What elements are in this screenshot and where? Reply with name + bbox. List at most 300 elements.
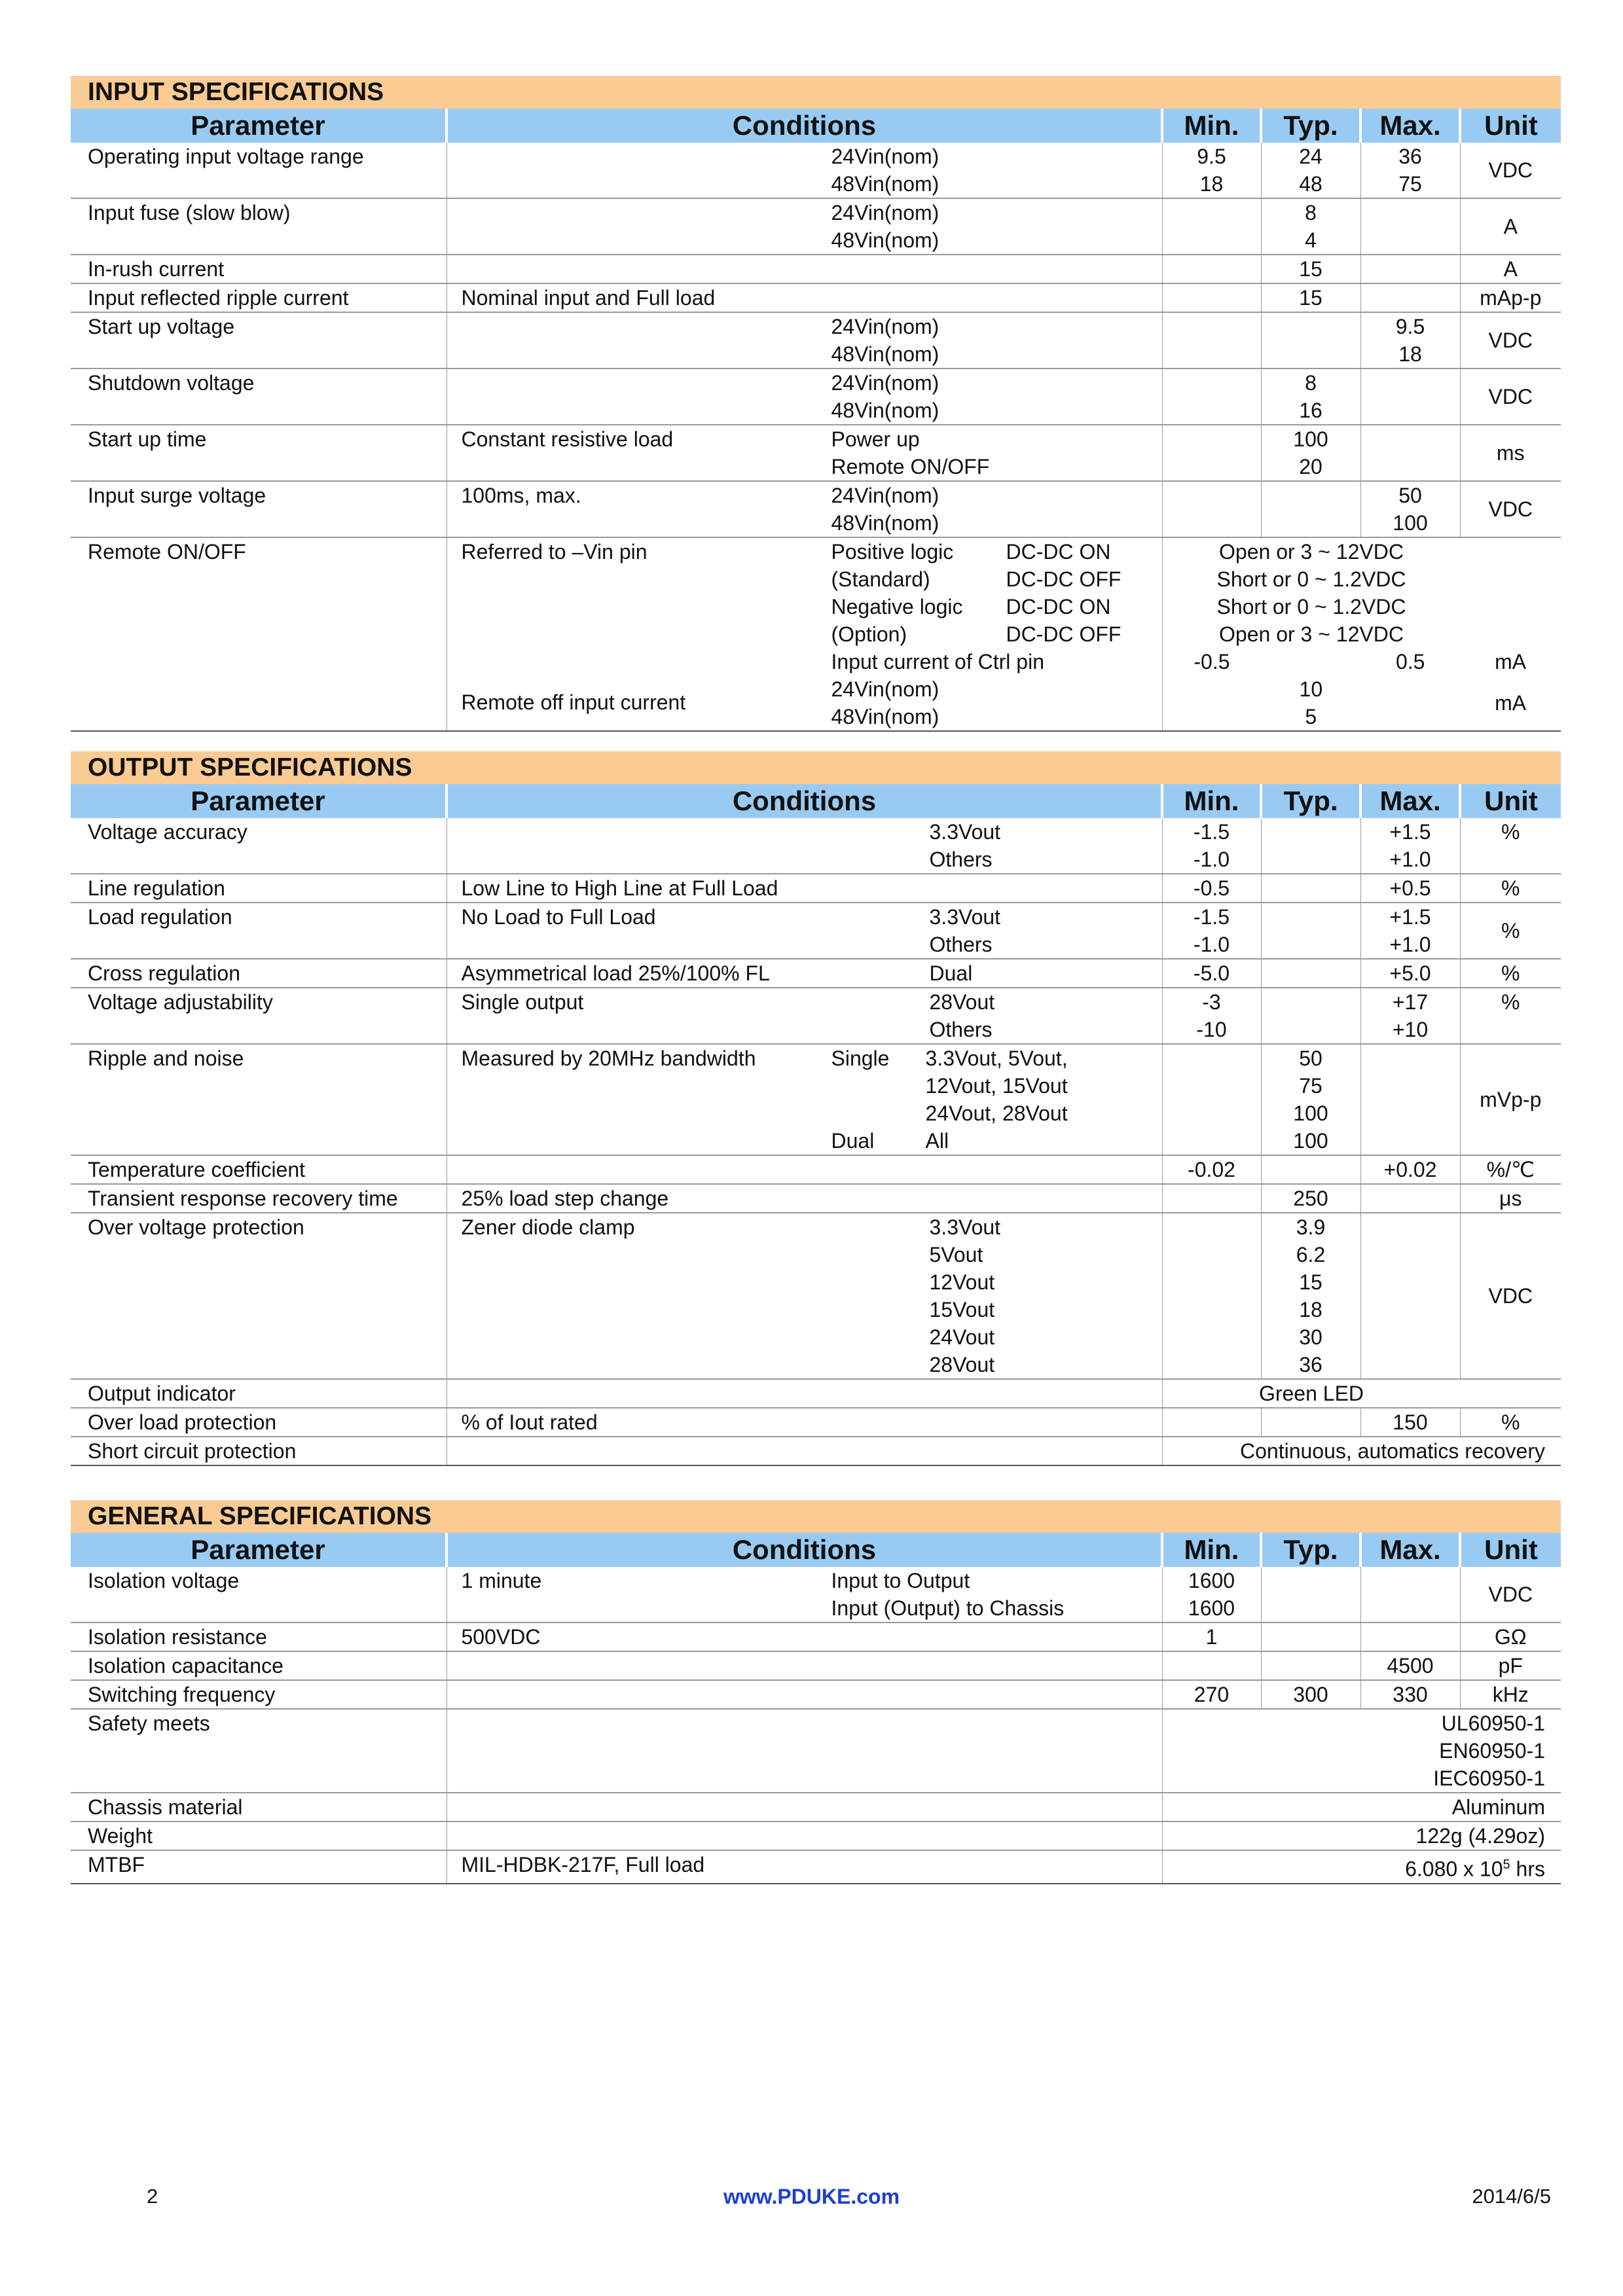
value: +17 xyxy=(1392,990,1429,1014)
conditions-cell xyxy=(447,1213,1162,1379)
value: 18 xyxy=(1398,342,1422,366)
max-cell xyxy=(1360,425,1460,481)
value: Short or 0 ~ 1.2VDC xyxy=(1216,595,1406,619)
value: 36 xyxy=(1299,1353,1322,1376)
value: +10 xyxy=(1392,1018,1429,1041)
conditions-cell xyxy=(447,368,1162,425)
table-row xyxy=(71,988,1561,1044)
table-row xyxy=(71,537,1561,731)
unit-cell: % xyxy=(1460,903,1561,959)
table-row xyxy=(71,368,1561,425)
unit-cell: VDC xyxy=(1460,312,1561,368)
general-spec-table xyxy=(71,1533,1561,1884)
header-row xyxy=(71,1533,1561,1567)
min-cell xyxy=(1162,481,1261,537)
param-cell: Start up voltage xyxy=(71,312,447,368)
table-row xyxy=(71,1184,1561,1213)
typ-cell: 15 xyxy=(1261,255,1360,283)
value-cell: Continuous, automatics recovery xyxy=(1162,1437,1561,1465)
unit-cell: VDC xyxy=(1460,1567,1561,1623)
param-cell: Short circuit protection xyxy=(71,1437,447,1465)
param-cell: Operating input voltage range xyxy=(71,143,447,198)
cond-text: Constant resistive load xyxy=(461,427,674,451)
param-cell: Input reflected ripple current xyxy=(71,283,447,312)
value: 75 xyxy=(1299,1074,1322,1098)
max-cell xyxy=(1360,1623,1460,1651)
cond-line: Others xyxy=(929,1018,993,1041)
typ-cell xyxy=(1261,1044,1360,1155)
unit-cell: GΩ xyxy=(1460,1623,1561,1651)
param-cell: Input fuse (slow blow) xyxy=(71,198,447,255)
table-row xyxy=(71,1044,1561,1155)
typ-cell: 15 xyxy=(1261,283,1360,312)
conditions-cell xyxy=(447,1379,1162,1408)
mtbf-unit: hrs xyxy=(1510,1857,1545,1881)
conditions-cell: 25% load step change xyxy=(447,1184,1162,1213)
value-cell xyxy=(1162,1850,1561,1884)
value-cell xyxy=(1162,1709,1561,1793)
param-cell: Shutdown voltage xyxy=(71,368,447,425)
value: Short or 0 ~ 1.2VDC xyxy=(1216,567,1406,591)
typ-cell xyxy=(1261,1155,1360,1184)
max-cell: +0.02 xyxy=(1360,1155,1460,1184)
max-cell: 150 xyxy=(1360,1408,1460,1437)
cond-line: 48Vin(nom) xyxy=(831,342,939,366)
section-title: OUTPUT SPECIFICATIONS xyxy=(71,751,1561,784)
values-cell xyxy=(1162,537,1561,731)
cond-line: 12Vout xyxy=(929,1270,995,1294)
max-cell: 4500 xyxy=(1360,1651,1460,1680)
unit-cell: A xyxy=(1460,198,1561,255)
param-cell: Temperature coefficient xyxy=(71,1155,447,1184)
conditions-cell xyxy=(447,425,1162,481)
max-cell xyxy=(1360,988,1460,1044)
cond-text: 1 minute xyxy=(461,1569,542,1592)
min-cell xyxy=(1162,143,1261,198)
min-cell xyxy=(1162,818,1261,874)
cond-text: No Load to Full Load xyxy=(461,905,656,929)
max-cell xyxy=(1360,1044,1460,1155)
vout-col xyxy=(926,1045,1162,1155)
type-col xyxy=(831,1045,926,1155)
cond-text: Measured by 20MHz bandwidth xyxy=(461,1047,756,1070)
cond-line: 48Vin(nom) xyxy=(831,172,939,196)
value: 100 xyxy=(1393,511,1428,535)
header-min: Min. xyxy=(1162,784,1261,818)
page-number: 2 xyxy=(147,2185,158,2208)
param-cell: Over load protection xyxy=(71,1408,447,1437)
conditions-cell xyxy=(447,481,1162,537)
cond-line: Power up xyxy=(831,427,920,451)
typ-cell xyxy=(1261,1408,1360,1437)
table-row xyxy=(71,1408,1561,1437)
param-cell: In-rush current xyxy=(71,255,447,283)
param-cell: Isolation resistance xyxy=(71,1623,447,1651)
output-specifications-section xyxy=(71,751,1561,1466)
param-cell: Start up time xyxy=(71,425,447,481)
conditions-cell xyxy=(447,1567,1162,1623)
unit-cell: mVp-p xyxy=(1460,1044,1561,1155)
typ-cell xyxy=(1261,425,1360,481)
cond-line: Others xyxy=(929,933,993,956)
unit-cell: VDC xyxy=(1460,481,1561,537)
conditions-cell: MIL-HDBK-217F, Full load xyxy=(447,1850,1162,1884)
conditions-cell xyxy=(447,1437,1162,1465)
cond-line: 48Vin(nom) xyxy=(831,511,939,535)
max-cell xyxy=(1360,368,1460,425)
logic-label: (Standard) xyxy=(831,567,930,591)
value: EN60950-1 xyxy=(1439,1739,1545,1763)
vout-col xyxy=(930,1213,1162,1378)
cond-col xyxy=(831,538,1162,730)
cond-line: 24Vin(nom) xyxy=(831,677,939,701)
cond-line: 24Vin(nom) xyxy=(831,371,939,395)
unit-cell: ms xyxy=(1460,425,1561,481)
logic-label: (Option) xyxy=(831,622,907,646)
conditions-cell xyxy=(447,255,1162,283)
unit-cell: % xyxy=(1460,988,1561,1044)
max-cell xyxy=(1360,903,1460,959)
min-cell xyxy=(1162,368,1261,425)
value: 50 xyxy=(1398,484,1422,507)
unit: mA xyxy=(1495,691,1527,715)
conditions-cell xyxy=(447,1709,1162,1793)
conditions-cell xyxy=(447,1651,1162,1680)
value: 20 xyxy=(1299,455,1322,478)
table-row xyxy=(71,255,1561,283)
mtbf-exponent: 5 xyxy=(1503,1857,1510,1872)
header-typ: Typ. xyxy=(1261,784,1360,818)
document-date: 2014/6/5 xyxy=(1472,2185,1551,2208)
param-cell: Voltage accuracy xyxy=(71,818,447,874)
value: +1.5 xyxy=(1389,820,1431,844)
typ-cell xyxy=(1261,1567,1360,1623)
cond-line: 15Vout xyxy=(929,1298,995,1321)
max-cell: +0.5 xyxy=(1360,874,1460,903)
param-cell: Load regulation xyxy=(71,903,447,959)
unit-cell: VDC xyxy=(1460,368,1561,425)
general-specifications-section xyxy=(71,1500,1561,1884)
value: +1.0 xyxy=(1389,933,1431,956)
value: -1.5 xyxy=(1193,820,1230,844)
header-conditions: Conditions xyxy=(447,784,1162,818)
header-parameter: Parameter xyxy=(71,784,447,818)
conditions-cell xyxy=(447,818,1162,874)
table-row xyxy=(71,1709,1561,1793)
param-cell: Line regulation xyxy=(71,874,447,903)
value: 6.2 xyxy=(1296,1243,1326,1266)
table-row xyxy=(71,874,1561,903)
table-row xyxy=(71,1155,1561,1184)
param-cell: Switching frequency xyxy=(71,1680,447,1709)
conditions-cell: Low Line to High Line at Full Load xyxy=(447,874,1162,903)
max-cell xyxy=(1360,143,1460,198)
table-row xyxy=(71,1437,1561,1465)
table-row xyxy=(71,1793,1561,1821)
cond-line: 24Vin(nom) xyxy=(831,201,939,224)
unit-cell: % xyxy=(1460,874,1561,903)
table-row xyxy=(71,1821,1561,1850)
param-cell: Ripple and noise xyxy=(71,1044,447,1155)
min-cell xyxy=(1162,425,1261,481)
param-cell: Over voltage protection xyxy=(71,1213,447,1379)
cond-line: 24Vout, 28Vout xyxy=(925,1102,1068,1125)
cond-text: 100ms, max. xyxy=(461,484,581,507)
cond-text: Remote off input current xyxy=(461,691,686,714)
cond-line: 3.3Vout, 5Vout, xyxy=(925,1047,1068,1070)
typ-cell xyxy=(1261,143,1360,198)
logic-label: Negative logic xyxy=(831,595,963,619)
max-cell xyxy=(1360,283,1460,312)
value: 24 xyxy=(1299,145,1322,168)
value: 75 xyxy=(1398,172,1422,196)
param-cell: Output indicator xyxy=(71,1379,447,1408)
cond-line: 48Vin(nom) xyxy=(831,228,939,252)
typ-cell xyxy=(1261,312,1360,368)
cond-line: Input current of Ctrl pin xyxy=(831,650,1044,673)
typ-cell xyxy=(1261,198,1360,255)
value: Open or 3 ~ 12VDC xyxy=(1219,622,1404,646)
value: 8 xyxy=(1305,201,1317,224)
cond-col xyxy=(462,538,831,730)
table-row xyxy=(71,198,1561,255)
param-cell: Weight xyxy=(71,1821,447,1850)
value: 16 xyxy=(1299,399,1322,422)
cond-line: 24Vout xyxy=(929,1325,995,1349)
value: 10 xyxy=(1299,677,1323,701)
conditions-cell xyxy=(447,1680,1162,1709)
unit-cell: kHz xyxy=(1460,1680,1561,1709)
min-cell xyxy=(1162,1408,1261,1437)
input-spec-table xyxy=(71,109,1561,732)
param-cell: Chassis material xyxy=(71,1793,447,1821)
typ-cell xyxy=(1261,988,1360,1044)
value: -1.0 xyxy=(1193,933,1230,956)
conditions-cell xyxy=(447,537,1162,731)
mtbf-value: 6.080 x 10 xyxy=(1405,1857,1503,1881)
param-cell: Isolation voltage xyxy=(71,1567,447,1623)
header-parameter: Parameter xyxy=(71,109,447,143)
typ-cell xyxy=(1261,1213,1360,1379)
min-cell xyxy=(1162,255,1261,283)
table-row xyxy=(71,312,1561,368)
value-cell: 122g (4.29oz) xyxy=(1162,1821,1561,1850)
value-cell: Aluminum xyxy=(1162,1793,1561,1821)
min-cell: -0.5 xyxy=(1162,874,1261,903)
section-title: GENERAL SPECIFICATIONS xyxy=(71,1500,1561,1533)
min-cell: 1 xyxy=(1162,1623,1261,1651)
cond-text: Single output xyxy=(461,990,584,1014)
cond-line: Dual xyxy=(929,961,973,985)
value: UL60950-1 xyxy=(1441,1712,1545,1735)
value: IEC60950-1 xyxy=(1433,1767,1545,1790)
typ-cell xyxy=(1261,959,1360,988)
max-cell xyxy=(1360,1213,1460,1379)
conditions-cell xyxy=(447,959,1162,988)
cond-line: 24Vin(nom) xyxy=(831,315,939,338)
header-max: Max. xyxy=(1360,784,1460,818)
value: 0.5 xyxy=(1395,650,1425,673)
table-row xyxy=(71,283,1561,312)
section-title: INPUT SPECIFICATIONS xyxy=(71,76,1561,109)
min-cell xyxy=(1162,1184,1261,1213)
unit-cell: % xyxy=(1460,818,1561,874)
typ-cell xyxy=(1261,874,1360,903)
cond-line: 28Vout xyxy=(929,990,995,1014)
param-cell: Transient response recovery time xyxy=(71,1184,447,1213)
cond-line: 12Vout, 15Vout xyxy=(925,1074,1068,1098)
table-row xyxy=(71,1850,1561,1884)
max-cell xyxy=(1360,198,1460,255)
value: 50 xyxy=(1299,1047,1322,1070)
cond-line: Input to Output xyxy=(831,1569,970,1592)
typ-cell xyxy=(1261,818,1360,874)
cond-line: All xyxy=(925,1129,949,1153)
conditions-cell xyxy=(447,1793,1162,1821)
cond-text: Referred to –Vin pin xyxy=(461,540,647,564)
min-cell xyxy=(1162,198,1261,255)
unit-cell: pF xyxy=(1460,1651,1561,1680)
value: 48 xyxy=(1299,172,1322,196)
header-typ: Typ. xyxy=(1261,109,1360,143)
value: +1.0 xyxy=(1389,848,1431,871)
min-cell xyxy=(1162,1651,1261,1680)
param-cell: Input surge voltage xyxy=(71,481,447,537)
conditions-cell xyxy=(447,143,1162,198)
table-row xyxy=(71,1680,1561,1709)
value: 100 xyxy=(1293,1129,1328,1153)
conditions-cell: 500VDC xyxy=(447,1623,1162,1651)
max-cell xyxy=(1360,481,1460,537)
cond-line: Others xyxy=(929,848,993,871)
output-spec-table xyxy=(71,784,1561,1466)
min-cell xyxy=(1162,903,1261,959)
max-cell xyxy=(1360,1567,1460,1623)
min-cell: -5.0 xyxy=(1162,959,1261,988)
table-row xyxy=(71,1213,1561,1379)
cond-text: Zener diode clamp xyxy=(461,1215,635,1239)
unit-cell: % xyxy=(1460,959,1561,988)
table-row xyxy=(71,143,1561,198)
cond-line: 24Vin(nom) xyxy=(831,145,939,168)
conditions-cell xyxy=(447,1821,1162,1850)
state-label: DC-DC ON xyxy=(1006,595,1111,619)
value: 15 xyxy=(1299,1270,1322,1294)
cond-line: Single xyxy=(831,1047,890,1070)
table-row xyxy=(71,959,1561,988)
max-cell xyxy=(1360,255,1460,283)
min-cell: 270 xyxy=(1162,1680,1261,1709)
table-row xyxy=(71,425,1561,481)
state-label: DC-DC OFF xyxy=(1006,567,1122,591)
value: 18 xyxy=(1299,1298,1322,1321)
header-max: Max. xyxy=(1360,109,1460,143)
param-cell: Voltage adjustability xyxy=(71,988,447,1044)
cond-line: 48Vin(nom) xyxy=(831,705,939,728)
min-cell xyxy=(1162,283,1261,312)
value: -3 xyxy=(1202,990,1221,1014)
value: 3.9 xyxy=(1296,1215,1326,1239)
cond-line: Dual xyxy=(831,1129,875,1153)
value: -1.5 xyxy=(1193,905,1230,929)
header-max: Max. xyxy=(1360,1533,1460,1567)
header-unit: Unit xyxy=(1460,1533,1561,1567)
header-typ: Typ. xyxy=(1261,1533,1360,1567)
header-row xyxy=(71,784,1561,818)
value: 36 xyxy=(1398,145,1422,168)
ctrl-values xyxy=(1163,648,1561,675)
state-label: DC-DC ON xyxy=(1006,540,1111,564)
cond-line: 3.3Vout xyxy=(929,1215,1001,1239)
value: 9.5 xyxy=(1395,315,1425,338)
remote-off-values xyxy=(1163,675,1561,730)
header-conditions: Conditions xyxy=(447,109,1162,143)
header-row xyxy=(71,109,1561,143)
cond-line: 3.3Vout xyxy=(929,820,1001,844)
conditions-cell: % of Iout rated xyxy=(447,1408,1162,1437)
conditions-cell xyxy=(447,903,1162,959)
unit-cell: % xyxy=(1460,1408,1561,1437)
value: -0.5 xyxy=(1194,650,1230,673)
max-cell xyxy=(1360,818,1460,874)
unit: mA xyxy=(1495,650,1527,673)
typ-cell: 300 xyxy=(1261,1680,1360,1709)
cond-line: Input (Output) to Chassis xyxy=(831,1596,1065,1620)
value: 1600 xyxy=(1188,1569,1235,1592)
min-cell: -0.02 xyxy=(1162,1155,1261,1184)
unit-cell: μs xyxy=(1460,1184,1561,1213)
cond-text: Asymmetrical load 25%/100% FL xyxy=(461,961,770,985)
value: Green LED xyxy=(1258,1382,1364,1405)
cond-line: 48Vin(nom) xyxy=(831,399,939,422)
min-cell xyxy=(1162,988,1261,1044)
header-parameter: Parameter xyxy=(71,1533,447,1567)
cond-line: 28Vout xyxy=(929,1353,995,1376)
table-row xyxy=(71,481,1561,537)
max-cell xyxy=(1360,312,1460,368)
conditions-cell xyxy=(447,198,1162,255)
value: 4 xyxy=(1305,228,1317,252)
param-cell: Isolation capacitance xyxy=(71,1651,447,1680)
value: 8 xyxy=(1305,371,1317,395)
website-link[interactable]: www.PDUKE.com xyxy=(723,2185,900,2208)
value: 100 xyxy=(1293,427,1328,451)
cond-line: 24Vin(nom) xyxy=(831,484,939,507)
typ-cell xyxy=(1261,1623,1360,1651)
cond-line: Remote ON/OFF xyxy=(831,455,990,478)
min-cell xyxy=(1162,1213,1261,1379)
table-row xyxy=(71,903,1561,959)
header-min: Min. xyxy=(1162,109,1261,143)
conditions-cell xyxy=(447,988,1162,1044)
value: 1600 xyxy=(1188,1596,1235,1620)
table-row xyxy=(71,818,1561,874)
min-cell xyxy=(1162,1044,1261,1155)
value: 5 xyxy=(1305,705,1317,728)
cond-line: 3.3Vout xyxy=(929,905,1001,929)
typ-cell xyxy=(1261,1651,1360,1680)
param-cell: MTBF xyxy=(71,1850,447,1884)
max-cell: 330 xyxy=(1360,1680,1460,1709)
typ-cell xyxy=(1261,368,1360,425)
input-specifications-section xyxy=(71,76,1561,732)
header-unit: Unit xyxy=(1460,784,1561,818)
unit-cell: VDC xyxy=(1460,1213,1561,1379)
value: 30 xyxy=(1299,1325,1322,1349)
unit-cell: %/℃ xyxy=(1460,1155,1561,1184)
conditions-cell xyxy=(447,312,1162,368)
table-row xyxy=(71,1651,1561,1680)
